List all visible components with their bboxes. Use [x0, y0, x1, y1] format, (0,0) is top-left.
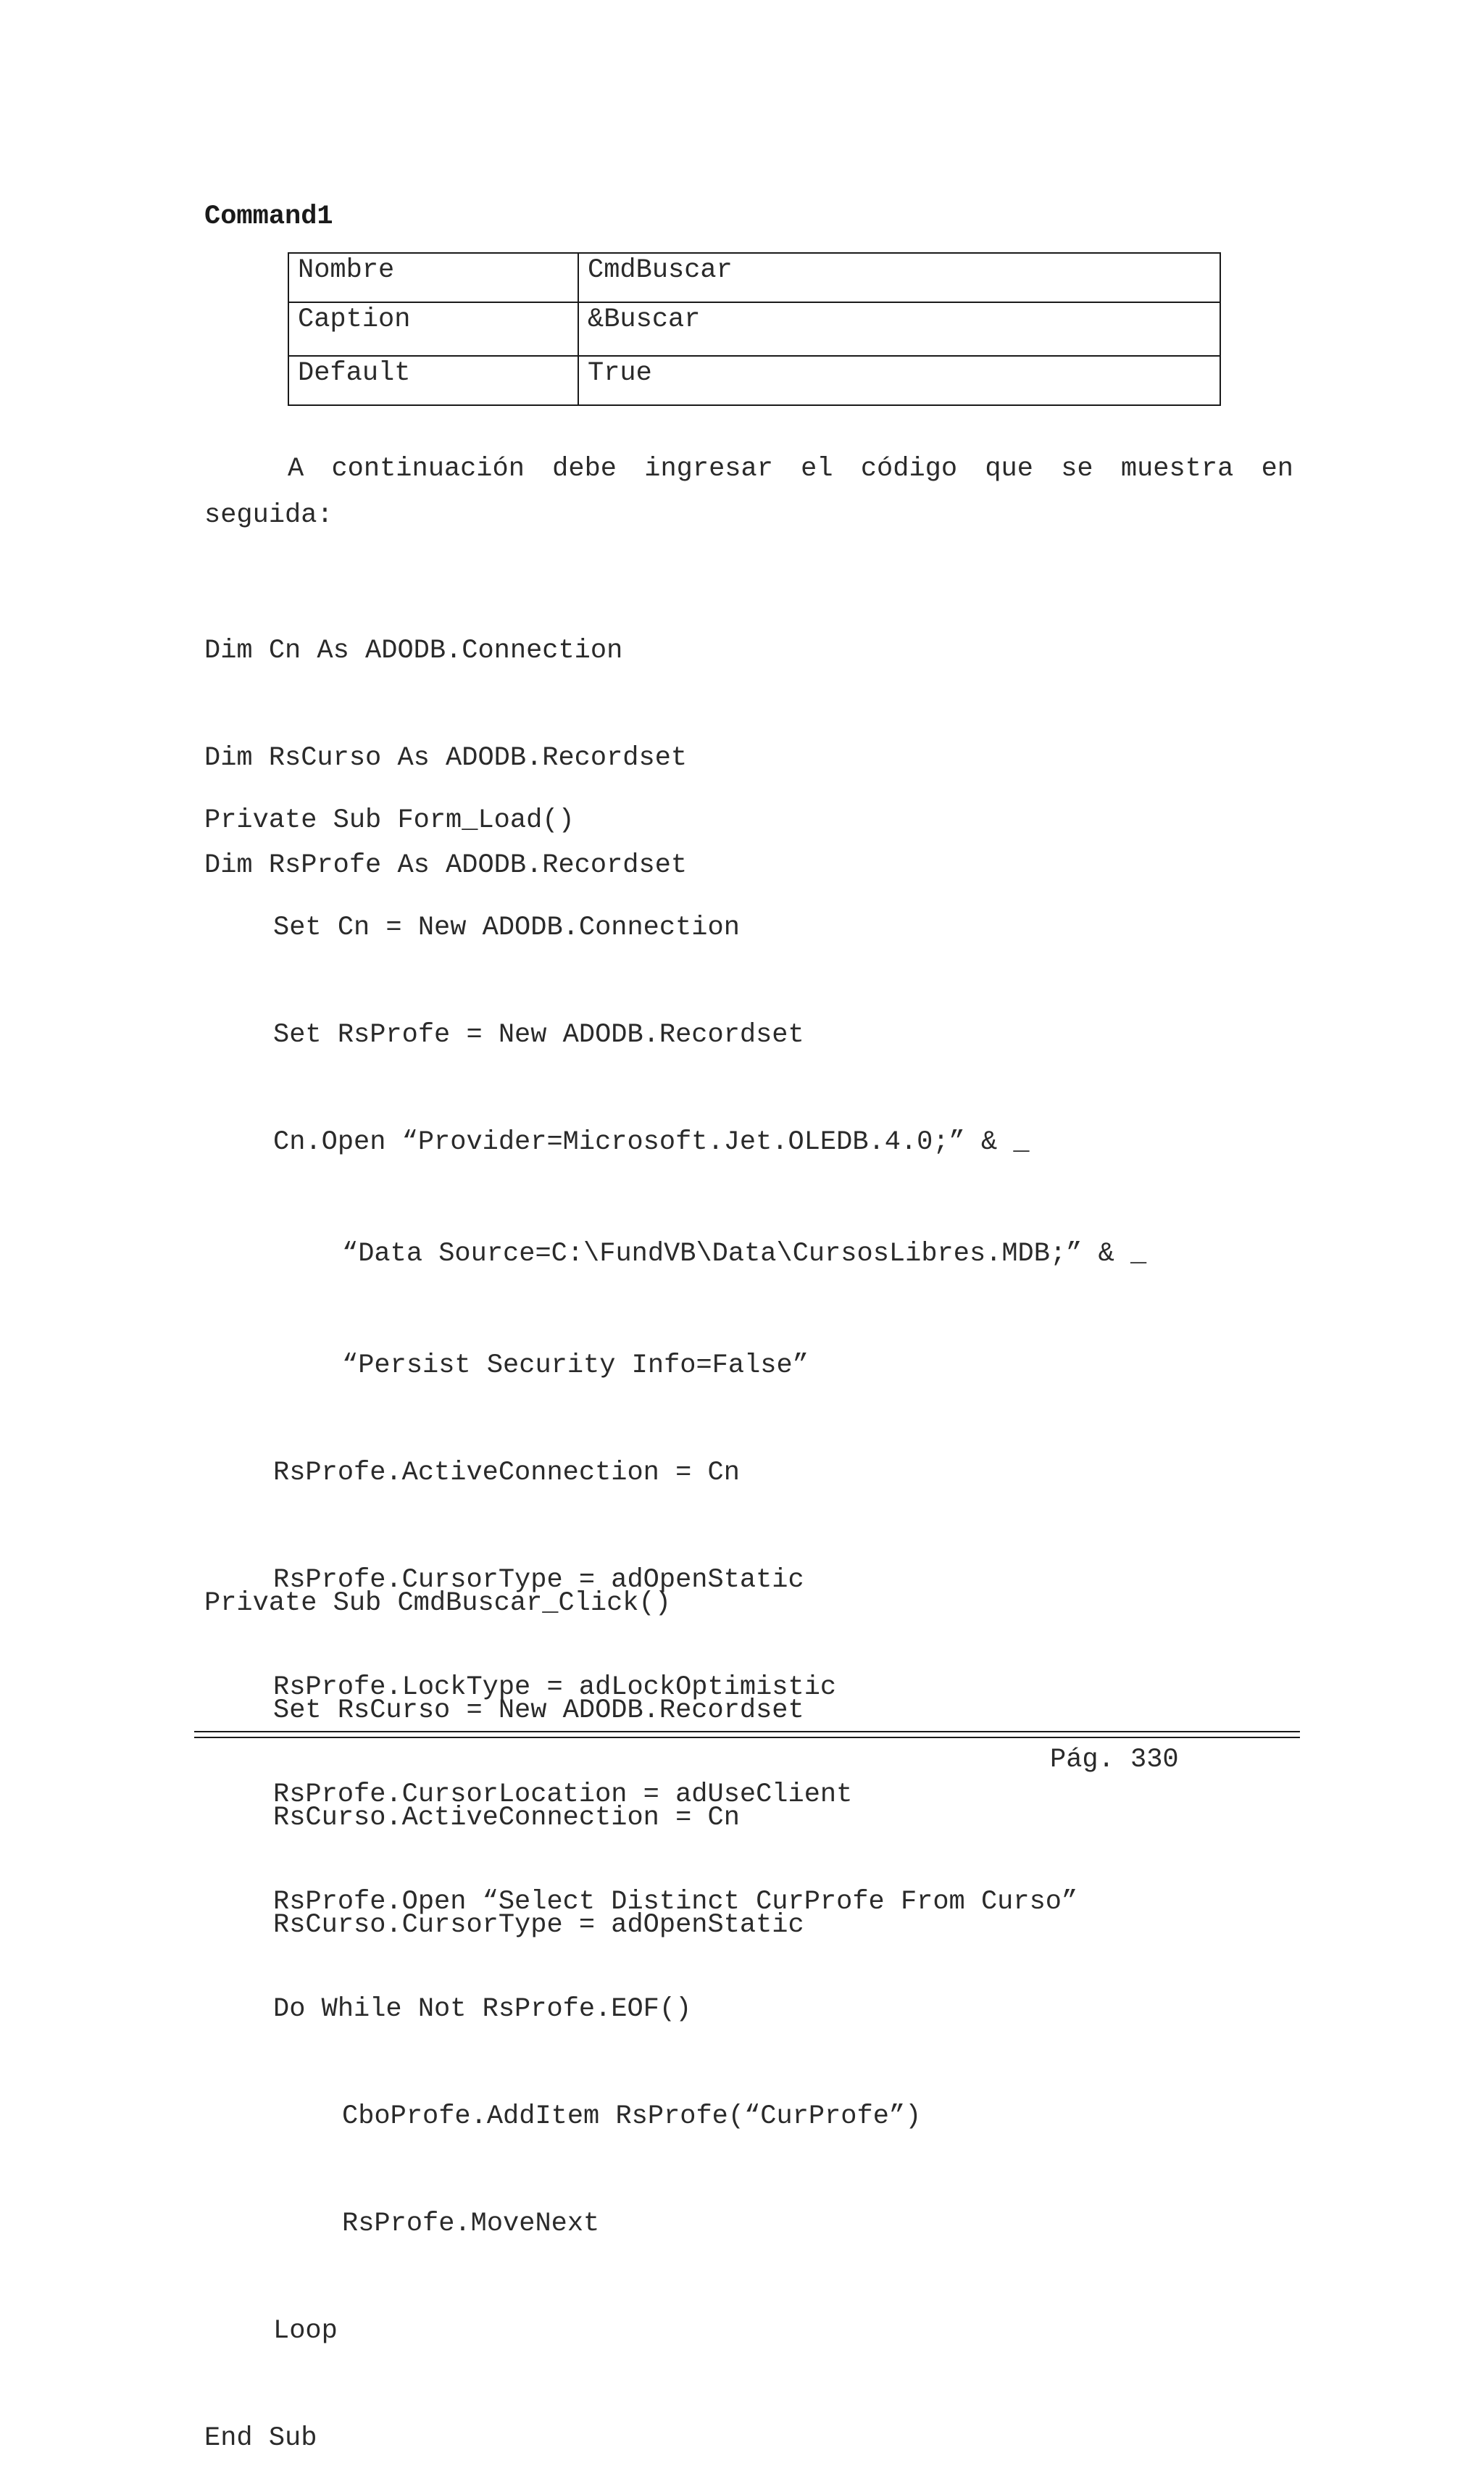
code-line: RsProfe.MoveNext: [342, 2209, 600, 2239]
code-line: Private Sub Form_Load(): [204, 805, 575, 836]
code-line: “Data Source=C:\FundVB\Data\CursosLibres.MDB;” & _: [342, 1239, 1147, 1269]
section-title: Command1: [204, 202, 333, 232]
code-line: Dim RsProfe As ADODB.Recordset: [204, 850, 688, 881]
property-value: &Buscar: [578, 302, 1220, 356]
code-cmdbuscar-click: [204, 1519, 804, 1979]
property-name: Nombre: [288, 253, 578, 302]
property-name: Caption: [288, 302, 578, 356]
page-number: Pág. 330: [1050, 1745, 1179, 1775]
code-line: “Persist Security Info=False”: [342, 1350, 809, 1381]
code-line: RsProfe.CursorLocation = adUseClient: [273, 1779, 853, 1810]
code-line: RsCurso.CursorType = adOpenStatic: [273, 1910, 804, 1940]
code-line: Private Sub CmdBuscar_Click(): [204, 1588, 671, 1619]
code-line: Do While Not RsProfe.EOF(): [273, 1994, 692, 2024]
intro-line: A continuación debe ingresar el código que se muestra en: [288, 454, 1293, 484]
code-line: RsProfe.ActiveConnection = Cn: [273, 1458, 740, 1488]
property-name: Default: [288, 356, 578, 405]
code-line: RsProfe.LockType = adLockOptimistic: [273, 1672, 837, 1703]
property-value: True: [578, 356, 1220, 405]
code-line: Set Cn = New ADODB.Connection: [273, 913, 740, 943]
code-line: RsProfe.Open “Select Distinct CurProfe From Curso”: [273, 1887, 1078, 1917]
code-line: Cn.Open “Provider=Microsoft.Jet.OLEDB.4.0;” & _: [273, 1127, 1030, 1158]
table-row: [288, 253, 1220, 302]
code-line: RsProfe.CursorType = adOpenStatic: [273, 1565, 804, 1595]
table-row: [288, 356, 1220, 405]
code-line: Dim Cn As ADODB.Connection: [204, 636, 623, 666]
code-line: End Sub: [204, 2423, 317, 2454]
code-line: Set RsProfe = New ADODB.Recordset: [273, 1020, 804, 1050]
table-row: [288, 302, 1220, 356]
code-line: Set RsCurso = New ADODB.Recordset: [273, 1695, 804, 1726]
properties-table: [288, 252, 1221, 406]
footer-rule: [194, 1731, 1300, 1732]
code-line: CboProfe.AddItem RsProfe(“CurProfe”): [342, 2101, 922, 2132]
code-line: Loop: [273, 2316, 338, 2346]
code-line: RsCurso.ActiveConnection = Cn: [273, 1803, 740, 1833]
intro-line: seguida:: [204, 500, 333, 531]
intro-paragraph: [204, 446, 1293, 539]
code-line: Dim RsCurso As ADODB.Recordset: [204, 743, 688, 773]
footer-rule: [194, 1737, 1300, 1738]
property-value: CmdBuscar: [578, 253, 1220, 302]
